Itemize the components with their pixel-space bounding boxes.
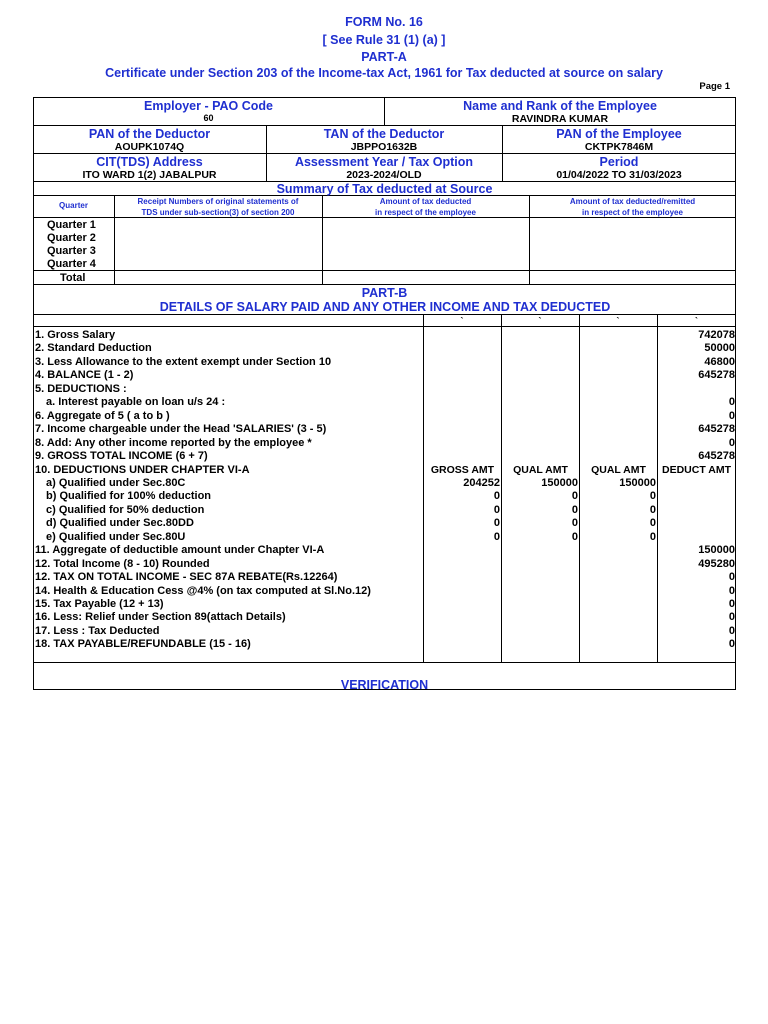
page-number: Page 1 — [699, 81, 730, 92]
divider — [423, 314, 424, 662]
salary-row-label: 2. Standard Deduction — [35, 342, 152, 354]
quarter-2-label: Quarter 2 — [47, 232, 96, 244]
salary-row-label: 16. Less: Relief under Section 89(attach Details) — [35, 611, 286, 623]
salary-row-label: 18. TAX PAYABLE/REFUNDABLE (15 - 16) — [35, 638, 251, 650]
salary-row-qual2-amount: 0 — [649, 517, 656, 529]
tan-deductor-label: TAN of the Deductor — [323, 127, 445, 141]
salary-row-label: 8. Add: Any other income reported by the employee * — [35, 437, 312, 449]
salary-row-label: e) Qualified under Sec.80U — [46, 531, 186, 543]
salary-row-amt-amount: 0 — [728, 437, 735, 449]
divider — [501, 314, 502, 662]
salary-row-amt-amount: 0 — [728, 396, 735, 408]
divider — [33, 284, 736, 285]
salary-row-amt-amount: 742078 — [698, 329, 735, 341]
salary-row-qual1-amount: 0 — [571, 490, 578, 502]
salary-row-label: 17. Less : Tax Deducted — [35, 625, 160, 637]
tick-mark: ` — [695, 316, 698, 326]
salary-row-qual1-amount: 150000 — [541, 477, 578, 489]
rule-reference: [ See Rule 31 (1) (a) ] — [322, 33, 446, 47]
receipt-header — [114, 196, 322, 218]
deduct-amt-header: DEDUCT AMT — [661, 464, 732, 476]
quarter-4-label: Quarter 4 — [47, 258, 96, 270]
form-number: FORM No. 16 — [345, 15, 423, 29]
salary-row-amt-amount: 0 — [728, 598, 735, 610]
salary-row-amt-amount: 0 — [728, 638, 735, 650]
salary-row-label: b) Qualified for 100% deduction — [46, 490, 212, 502]
gross-amt-header: GROSS AMT — [430, 464, 495, 476]
salary-row-gross-amount: 0 — [493, 490, 500, 502]
divider — [33, 153, 736, 154]
employer-pao-label: Employer - PAO Code — [144, 99, 273, 113]
salary-row-amt-amount: 0 — [728, 410, 735, 422]
deducted-header-line1: Amount of tax deducted — [379, 197, 472, 206]
salary-row-gross-amount: 0 — [493, 531, 500, 543]
salary-row-amt-amount: 0 — [728, 611, 735, 623]
salary-row-label: 5. DEDUCTIONS : — [35, 383, 127, 395]
salary-row-amt-amount: 46800 — [704, 356, 735, 368]
certificate-title: Certificate under Section 203 of the Income-tax Act, 1961 for Tax deducted at source on salary — [105, 66, 663, 80]
tick-mark: ` — [616, 316, 620, 326]
salary-row-gross-amount: 204252 — [463, 477, 500, 489]
salary-row-amt-amount: 0 — [728, 571, 735, 583]
deducted-header — [322, 196, 529, 218]
employee-name-value: RAVINDRA KUMAR — [511, 113, 609, 125]
salary-row-label: a. Interest payable on loan u/s 24 : — [46, 396, 226, 408]
part-b-title: PART-B — [361, 286, 408, 300]
part-b-subtitle: DETAILS OF SALARY PAID AND ANY OTHER INCOME AND TAX DEDUCTED — [159, 300, 611, 314]
receipt-header-line2: TDS under sub-section(3) of section 200 — [141, 208, 295, 217]
pan-employee-label: PAN of the Employee — [556, 127, 682, 141]
verification-title: VERIFICATION — [340, 678, 429, 692]
salary-row-qual1-amount: 0 — [571, 517, 578, 529]
summary-title: Summary of Tax deducted at Source — [276, 182, 493, 196]
salary-row-amt-amount: 645278 — [698, 423, 735, 435]
pan-deductor-label: PAN of the Deductor — [88, 127, 211, 141]
salary-row-label: 7. Income chargeable under the Head 'SALARIES' (3 - 5) — [35, 423, 327, 435]
remitted-header-line1: Amount of tax deducted/remitted — [569, 197, 696, 206]
salary-row-label: 11. Aggregate of deductible amount under Chapter VI-A — [35, 544, 325, 556]
quarter-3-label: Quarter 3 — [47, 245, 96, 257]
quarter-1-label: Quarter 1 — [47, 219, 96, 231]
divider — [33, 270, 736, 271]
employee-name-label: Name and Rank of the Employee — [463, 99, 657, 113]
quarter-header: Quarter — [59, 201, 88, 210]
salary-row-qual2-amount: 150000 — [619, 477, 656, 489]
total-label: Total — [60, 272, 86, 284]
salary-row-label: c) Qualified for 50% deduction — [46, 504, 205, 516]
divider — [33, 125, 736, 126]
salary-row-qual2-amount: 0 — [649, 504, 656, 516]
tan-deductor-value: JBPPO1632B — [350, 141, 418, 153]
period-value: 01/04/2022 TO 31/03/2023 — [556, 169, 682, 181]
pan-employee-value: CKTPK7846M — [584, 141, 654, 153]
period-label: Period — [599, 155, 639, 169]
salary-row-label: 3. Less Allowance to the extent exempt under Section 10 — [35, 356, 332, 368]
employer-pao-value: 60 — [203, 113, 214, 123]
salary-row-label: a) Qualified under Sec.80C — [46, 477, 186, 489]
salary-row-label: 6. Aggregate of 5 ( a to b ) — [35, 410, 170, 422]
assessment-year-label: Assessment Year / Tax Option — [294, 155, 474, 169]
salary-row-amt-amount: 0 — [728, 625, 735, 637]
salary-row-qual2-amount: 0 — [649, 531, 656, 543]
cit-address-value: ITO WARD 1(2) JABALPUR — [82, 169, 217, 181]
divider — [579, 314, 580, 662]
salary-row-qual1-amount: 0 — [571, 504, 578, 516]
assessment-year-value: 2023-2024/OLD — [346, 169, 422, 181]
tick-mark: ` — [538, 316, 542, 326]
salary-row-qual1-amount: 0 — [571, 531, 578, 543]
salary-row-amt-amount: 645278 — [698, 450, 735, 462]
salary-row-label: 9. GROSS TOTAL INCOME (6 + 7) — [35, 450, 208, 462]
remitted-header-line2: in respect of the employee — [582, 208, 683, 217]
salary-row-label: 10. DEDUCTIONS UNDER CHAPTER VI-A — [35, 464, 250, 476]
salary-row-gross-amount: 0 — [493, 504, 500, 516]
salary-row-amt-amount: 495280 — [698, 558, 735, 570]
salary-row-qual2-amount: 0 — [649, 490, 656, 502]
salary-row-amt-amount: 150000 — [698, 544, 735, 556]
tick-mark: ` — [460, 316, 464, 326]
deducted-header-line2: in respect of the employee — [375, 208, 476, 217]
salary-row-label: 12. TAX ON TOTAL INCOME - SEC 87A REBATE(Rs.12264) — [35, 571, 338, 583]
salary-row-label: 4. BALANCE (1 - 2) — [35, 369, 134, 381]
remitted-header — [529, 196, 736, 218]
divider — [33, 326, 736, 327]
salary-row-amt-amount: 50000 — [704, 342, 735, 354]
salary-row-label: d) Qualified under Sec.80DD — [46, 517, 194, 529]
salary-row-label: 14. Health & Education Cess @4% (on tax computed at Sl.No.12) — [35, 585, 371, 597]
salary-row-label: 1. Gross Salary — [35, 329, 116, 341]
salary-row-amt-amount: 645278 — [698, 369, 735, 381]
salary-row-label: 15. Tax Payable (12 + 13) — [35, 598, 164, 610]
divider — [33, 662, 736, 663]
divider — [33, 314, 736, 315]
salary-row-amt-amount: 0 — [728, 585, 735, 597]
salary-row-gross-amount: 0 — [493, 517, 500, 529]
receipt-header-line1: Receipt Numbers of original statements of — [137, 197, 299, 206]
salary-row-label: 12. Total Income (8 - 10) Rounded — [35, 558, 210, 570]
divider — [657, 314, 658, 662]
qual-amt-header: QUAL AMT — [513, 464, 568, 476]
qual-amt-header-2: QUAL AMT — [591, 464, 646, 476]
pan-deductor-value: AOUPK1074Q — [114, 141, 185, 153]
part-a-title: PART-A — [361, 50, 407, 64]
cit-address-label: CIT(TDS) Address — [96, 155, 203, 169]
